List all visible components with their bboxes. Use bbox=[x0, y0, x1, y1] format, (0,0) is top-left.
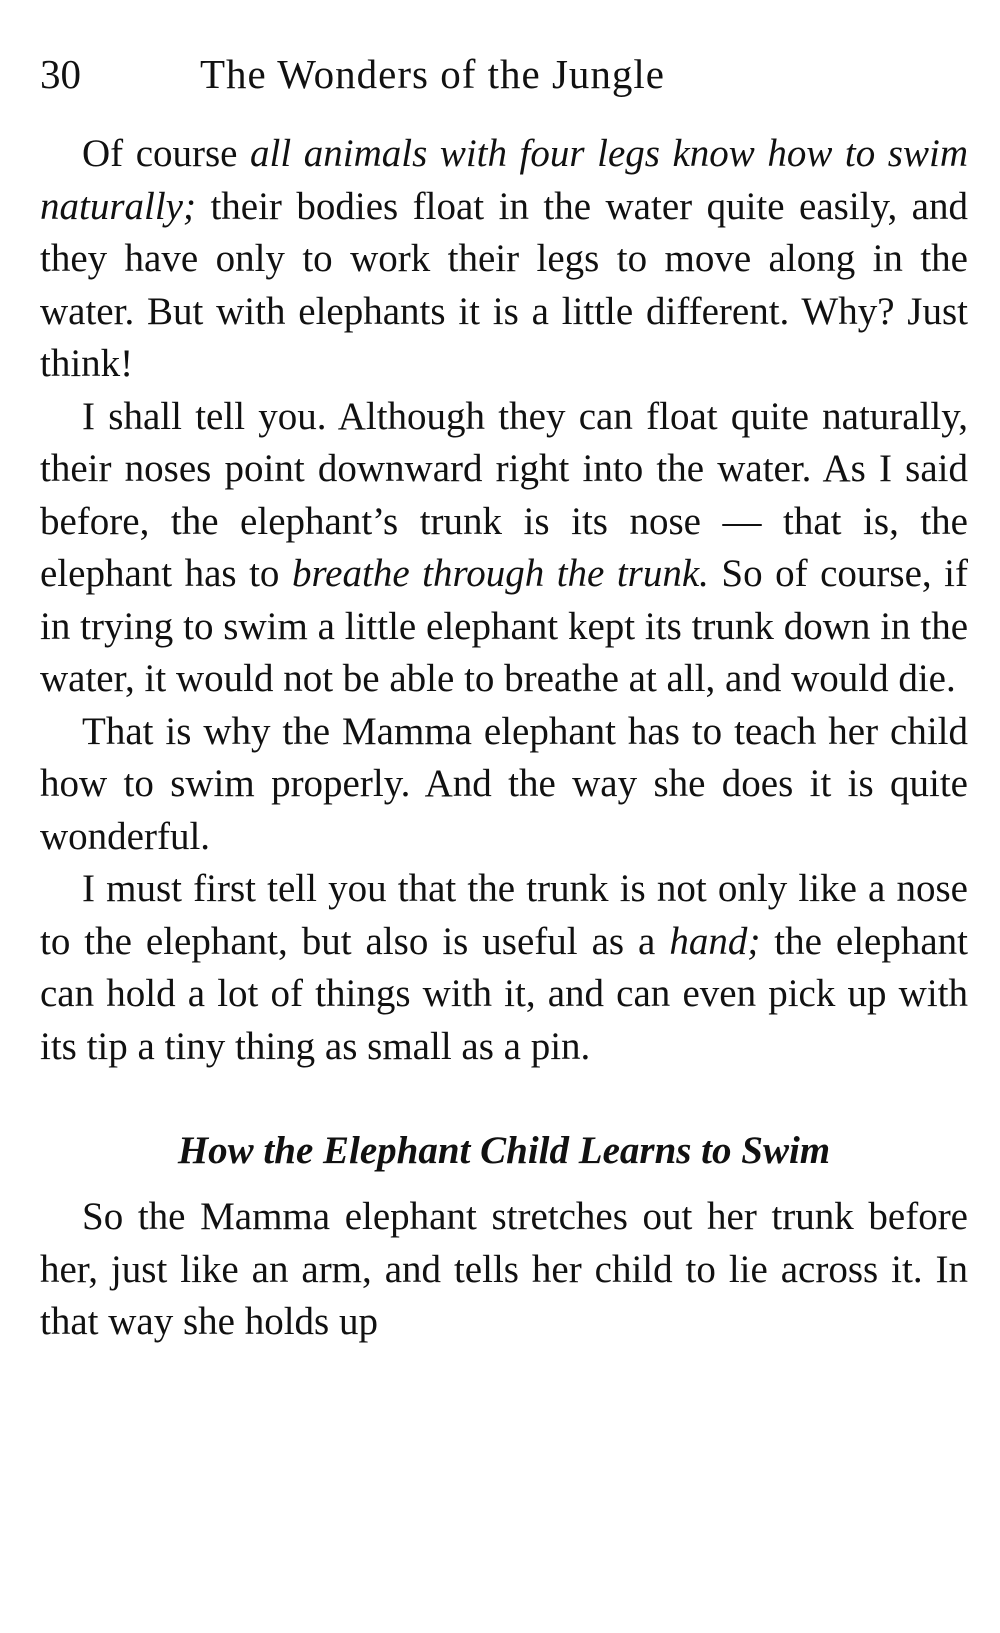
paragraph-4-lead: I must first tell you that the trunk is not only like a nose to the elephant, but also is useful as a bbox=[40, 867, 968, 963]
paragraph-2 bbox=[40, 391, 968, 706]
paragraph-2-italic: breathe through the trunk. bbox=[291, 552, 709, 595]
paragraph-5 bbox=[40, 1191, 968, 1349]
paragraph-1-rest: their bodies float in the water quite easily, and they have only to work their legs to move along in the water. But with elephants it is a little different. Why? Just think! bbox=[40, 184, 968, 385]
paragraph-4-rest: the elephant can hold a lot of things with it, and can even pick up with its tip a tiny thing as small as a pin. bbox=[40, 919, 968, 1068]
paragraph-1-italic: all animals with four legs know how to swim naturally; bbox=[40, 132, 968, 228]
paragraph-1 bbox=[40, 128, 968, 391]
paragraph-5-text: So the Mamma elephant stretches out her trunk before her, just like an arm, and tells her child to lie across it. In that way she holds up bbox=[40, 1195, 968, 1343]
section-subheading: How the Elephant Child Learns to Swim bbox=[177, 1129, 831, 1172]
paragraph-1-lead: Of course bbox=[82, 132, 251, 175]
paragraph-4 bbox=[40, 863, 968, 1073]
running-title: The Wonders of the Jungle bbox=[200, 51, 666, 97]
page-number: 30 bbox=[40, 51, 81, 97]
paragraph-2-lead: I shall tell you. Although they can float quite naturally, their noses point downward right into the water. As I said before, the elephant’s trunk is its nose — that is, the elephant has to bbox=[40, 394, 968, 595]
paragraph-2-rest: So of course, if in trying to swim a little elephant kept its trunk down in the water, it would not be able to breathe at all, and would die. bbox=[40, 552, 968, 700]
paragraph-4-italic: hand; bbox=[669, 919, 761, 963]
paragraph-3 bbox=[40, 706, 968, 864]
body-text bbox=[40, 128, 968, 1349]
paragraph-3-text: That is why the Mamma elephant has to teach her child how to swim properly. And the way she does it is quite wonderful. bbox=[40, 709, 968, 858]
page-header bbox=[40, 44, 940, 104]
